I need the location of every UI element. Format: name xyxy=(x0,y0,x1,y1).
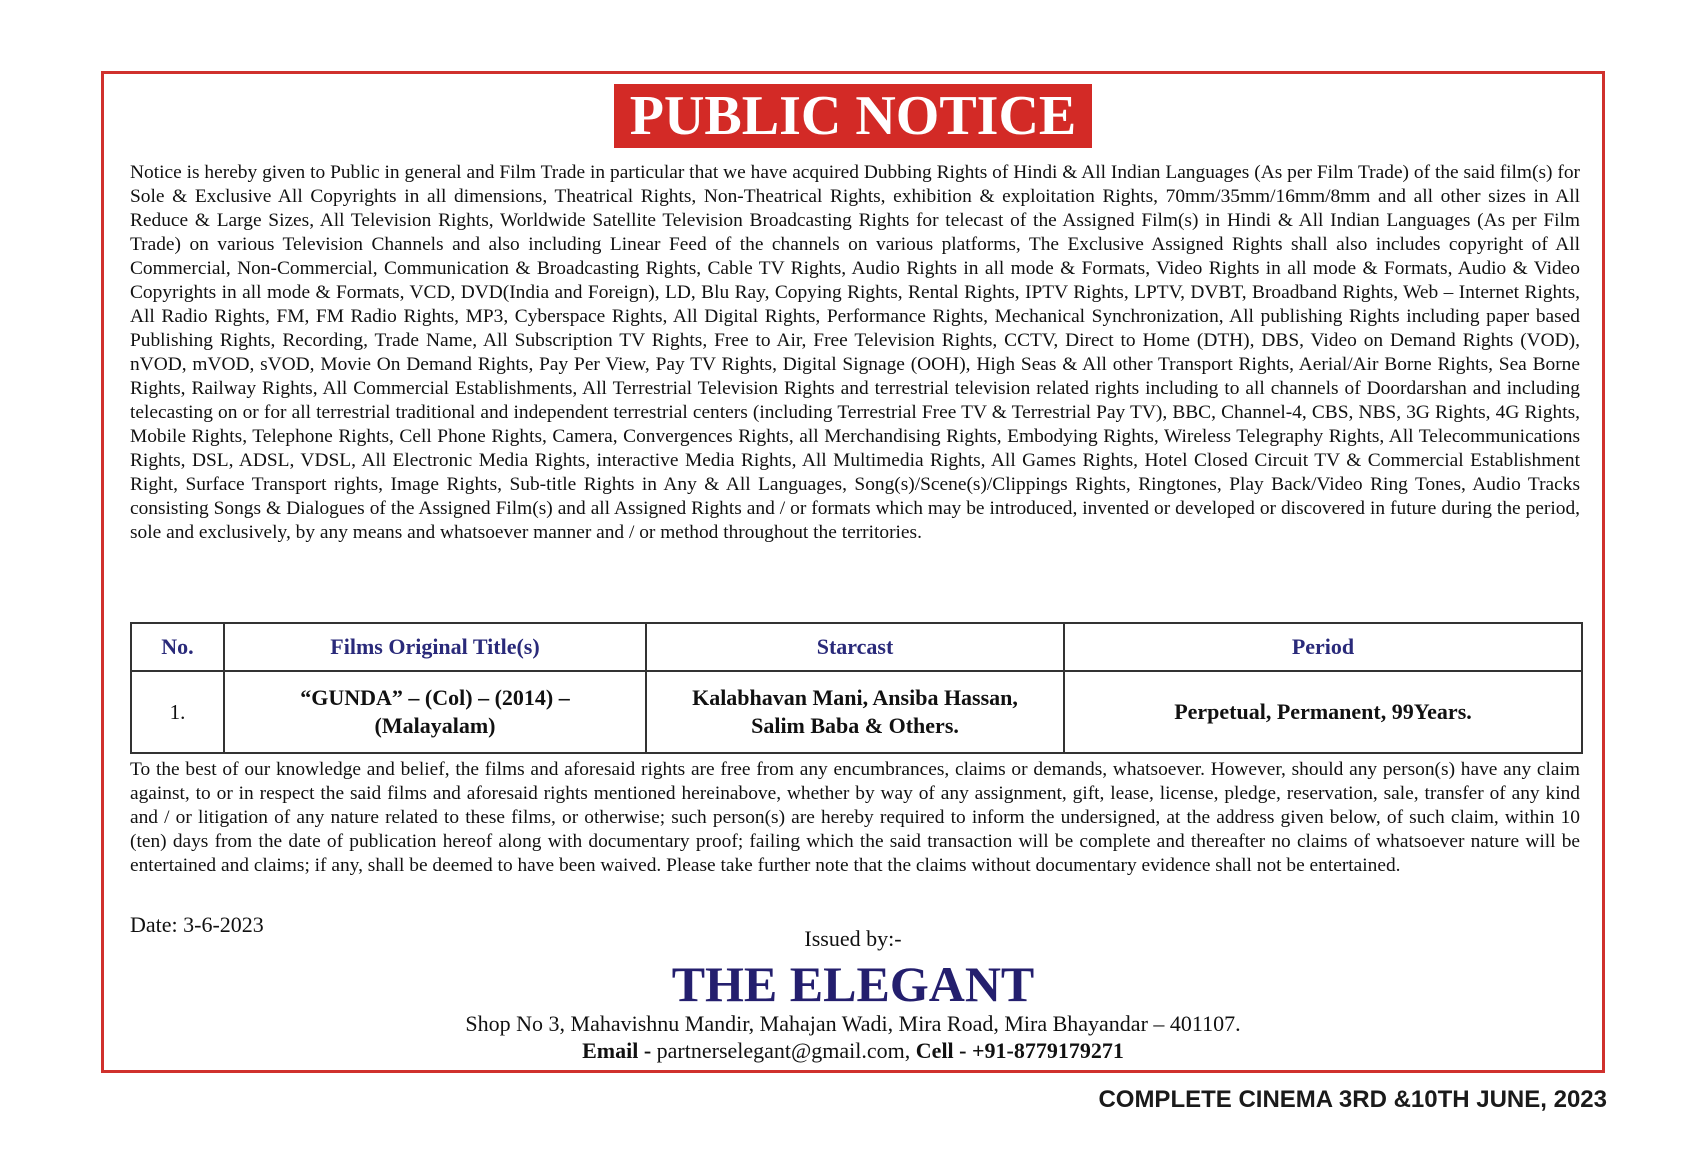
header-no: No. xyxy=(131,623,224,671)
notice-frame xyxy=(101,71,1605,1073)
title-wrap xyxy=(104,84,1602,148)
page-title: PUBLIC NOTICE xyxy=(614,84,1093,148)
films-table xyxy=(130,622,1583,754)
cell-title-line2: (Malayalam) xyxy=(374,713,496,738)
cell-no: 1. xyxy=(131,671,224,753)
company-address: Shop No 3, Mahavishnu Mandir, Mahajan Wadi, Mira Road, Mira Bhayandar – 401107. xyxy=(465,1011,1241,1036)
intro-paragraph: Notice is hereby given to Public in general and Film Trade in particular that we have acquired Dubbing Rights of Hindi & All Indian Languages (As per Film Trade) of the said film(s) for Sole & Exclusive All Copyrights in all dimensions, Theatrical Rights, Non-Theatrical Rights, exhibition & exploitation Rights, 70mm/35mm/16mm/8mm and all other sizes in All Reduce & Large Sizes, All Television Rights, Worldwide Satellite Television Broadcasting Rights for telecast of the Assigned Film(s) in Hindi & All Indian Languages (As per Film Trade) on various Television Channels and also including Linear Feed of the channels on various platforms, The Exclusive Assigned Rights shall also includes copyright of All Commercial, Non-Commercial, Communication & Broadcasting Rights, Cable TV Rights, Audio Rights in all mode & Formats, Video Rights in all mode & Formats, Audio & Video Copyrights in all mode & Formats, VCD, DVD(India and Foreign), LD, Blu Ray, Copying Rights, Rental Rights, IPTV Rights, LPTV, DVBT, Broadband Rights, Web – Internet Rights, All Radio Rights, FM, FM Radio Rights, MP3, Cyberspace Rights, All Digital Rights, Performance Rights, Mechanical Synchronization, All publishing Rights including paper based Publishing Rights, Recording, Trade Name, All Subscription TV Rights, Free to Air, Free Television Rights, CCTV, Direct to Home (DTH), DBS, Video on Demand Rights (VOD), nVOD, mVOD, sVOD, Movie On Demand Rights, Pay Per View, Pay TV Rights, Digital Signage (OOH), High Seas & All other Transport Rights, Aerial/Air Borne Rights, Sea Borne Rights, Railway Rights, All Commercial Establishments, All Terrestrial Television Rights and terrestrial television related rights including to all channels of Doordarshan and including telecasting on or for all terrestrial traditional and independent terrestrial centers (including Terrestrial Free TV & Terrestrial Pay TV), BBC, Channel-4, CBS, NBS, 3G Rights, 4G Rights, Mobile Rights, Telephone Rights, Cell Phone Rights, Camera, Convergences Rights, all Merchandising Rights, Embodying Rights, Wireless Telegraphy Rights, All Telecommunications Rights, DSL, ADSL, VDSL, All Electronic Media Rights, interactive Media Rights, All Multimedia Rights, All Games Rights, Hotel Closed Circuit TV & Commercial Establishment Right, Surface Transport rights, Image Rights, Sub-title Rights in Any & All Languages, Song(s)/Scene(s)/Clippings Rights, Ringtones, Play Back/Video Ring Tones, Audio Tracks consisting Songs & Dialogues of the Assigned Film(s) and all Assigned Rights and / or formats which may be introduced, invented or developed or discovered in future during the period, sole and exclusively, by any means and whatsoever manner and / or method throughout the territories. xyxy=(130,162,1580,543)
contact-line xyxy=(104,1038,1602,1064)
cell-starcast xyxy=(646,671,1064,753)
table-header-row xyxy=(131,623,1582,671)
cell-starcast-line2: Salim Baba & Others. xyxy=(751,713,959,738)
issued-by: Issued by:- xyxy=(804,926,902,951)
closing-paragraph: To the best of our knowledge and belief, the films and aforesaid rights are free from any encumbrances, claims or demands, whatsoever. However, should any person(s) have any claim against, to or in respect the said films and aforesaid rights mentioned hereinabove, whether by way of any assignment, gift, lease, license, pledge, reservation, sale, transfer of any kind and / or litigation of any nature related to these films, or otherwise; such person(s) are hereby required to inform the undersigned, at the address given below, of such claim, within 10 (ten) days from the date of publication hereof along with documentary proof; failing which the said transaction will be complete and thereafter no claims of whatsoever nature will be entertained and claims; if any, shall be deemed to have been waived. Please take further note that the claims without documentary evidence shall not be entertained. xyxy=(130,759,1580,876)
cell-starcast-line1: Kalabhavan Mani, Ansiba Hassan, xyxy=(692,685,1018,710)
cell-period: Perpetual, Permanent, 99Years. xyxy=(1064,671,1582,753)
cell-number: Cell - +91-8779179271 xyxy=(915,1038,1124,1063)
company-name: THE ELEGANT xyxy=(671,956,1035,1012)
cell-title xyxy=(224,671,646,753)
publication-footer: COMPLETE CINEMA 3RD &10TH JUNE, 2023 xyxy=(1098,1086,1607,1113)
header-title: Films Original Title(s) xyxy=(224,623,646,671)
notice-date: Date: 3-6-2023 xyxy=(130,912,264,937)
table-row xyxy=(131,671,1582,753)
cell-title-line1: “GUNDA” – (Col) – (2014) – xyxy=(300,685,570,710)
header-period: Period xyxy=(1064,623,1582,671)
email-address: partnerselegant@gmail.com, xyxy=(656,1038,911,1063)
header-starcast: Starcast xyxy=(646,623,1064,671)
email-label: Email - xyxy=(582,1038,652,1063)
